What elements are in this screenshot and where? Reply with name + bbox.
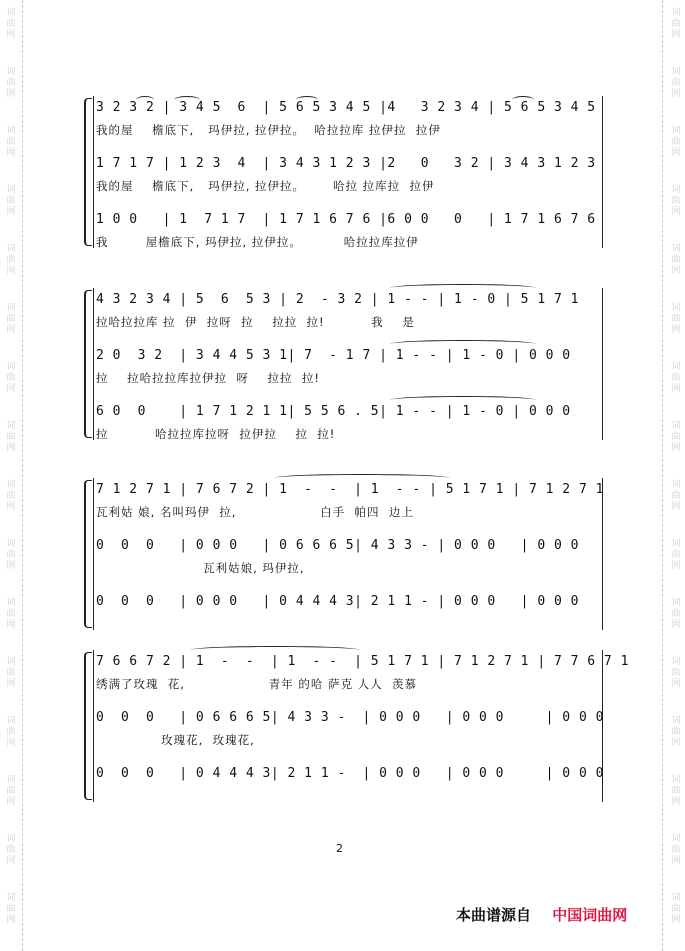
bass-notes: 0 0 0 | 0 4 4 4 3| 2 1 1 - | 0 0 0 | 0 0 0 | 0 0 0 [96, 766, 604, 781]
watermark-text: 词 曲 网 [671, 8, 681, 40]
bass-notes: 1 0 0 | 1 7 1 7 | 1 7 1 6 7 6 |6 0 0 0 | 1 7 1 6 7 6 [96, 212, 596, 227]
system-brace [84, 480, 92, 628]
watermark-text: 词 曲 网 [6, 657, 16, 689]
alto-notes: 0 0 0 | 0 6 6 6 5| 4 3 3 - | 0 0 0 | 0 0 0 | 0 0 0 [96, 710, 604, 725]
watermark-text: 词 曲 网 [671, 421, 681, 453]
watermark-text: 词 曲 网 [671, 362, 681, 394]
bass-notes: 6 0 0 | 1 7 1 2 1 1| 5 5 6 . 5| 1 - - | 1 - 0 | 0 0 0 [96, 404, 571, 419]
slur-mark [296, 96, 318, 104]
slur-mark [512, 96, 534, 104]
watermark-text: 词 曲 网 [671, 185, 681, 217]
end-barline [602, 96, 603, 248]
score-system-2 [84, 284, 603, 444]
score-system-1 [84, 92, 603, 252]
soprano-lyrics: 拉哈拉拉库 拉 伊 拉呀 拉 拉拉 拉! 我 是 [96, 315, 415, 329]
watermark-text: 词 曲 网 [6, 893, 16, 925]
watermark-text: 词 曲 网 [671, 598, 681, 630]
watermark-text: 词 曲 网 [6, 8, 16, 40]
watermark-text: 词 曲 网 [6, 421, 16, 453]
watermark-text: 词 曲 网 [671, 480, 681, 512]
watermark-text: 词 曲 网 [671, 244, 681, 276]
bass-lyrics: 我 屋檐底下, 玛伊拉, 拉伊拉。 哈拉拉库拉伊 [96, 235, 419, 249]
system-brace [84, 98, 92, 246]
alto-lyrics: 玫瑰花, 玫瑰花, [96, 733, 255, 747]
site-name[interactable]: 中国词曲网 [552, 906, 628, 924]
alto-lyrics: 瓦利姑娘, 玛伊拉, [96, 561, 305, 575]
tie-mark [390, 396, 536, 404]
system-barline [93, 96, 94, 248]
left-margin-watermark [0, 0, 23, 951]
system-brace [84, 652, 92, 800]
slur-mark [174, 96, 200, 104]
watermark-text: 词 曲 网 [6, 598, 16, 630]
watermark-text: 词 曲 网 [6, 480, 16, 512]
system-barline [93, 650, 94, 802]
bass-notes: 0 0 0 | 0 0 0 | 0 4 4 4 3| 2 1 1 - | 0 0 0 | 0 0 0 [96, 594, 579, 609]
watermark-text: 词 曲 网 [671, 126, 681, 158]
watermark-text: 词 曲 网 [6, 716, 16, 748]
watermark-text: 词 曲 网 [671, 893, 681, 925]
alto-notes: 0 0 0 | 0 0 0 | 0 6 6 6 5| 4 3 3 - | 0 0 0 | 0 0 0 [96, 538, 579, 553]
alto-notes: 1 7 1 7 | 1 2 3 4 | 3 4 3 1 2 3 |2 0 3 2 | 3 4 3 1 2 3 [96, 156, 596, 171]
soprano-lyrics: 我的屋 檐底下, 玛伊拉, 拉伊拉。 哈拉拉库 拉伊拉 拉伊 [96, 123, 441, 137]
watermark-text: 词 曲 网 [6, 775, 16, 807]
soprano-lyrics: 瓦利姑 娘, 名叫玛伊 拉, 白手 帕四 边上 [96, 505, 414, 519]
watermark-text: 词 曲 网 [6, 303, 16, 335]
watermark-text: 词 曲 网 [671, 67, 681, 99]
alto-lyrics: 我的屋 檐底下, 玛伊拉, 拉伊拉。 哈拉 拉库拉 拉伊 [96, 179, 435, 193]
watermark-text: 词 曲 网 [671, 539, 681, 571]
soprano-notes: 4 3 2 3 4 | 5 6 5 3 | 2 - 3 2 | 1 - - | 1 - 0 | 5 1 7 1 [96, 292, 579, 307]
system-barline [93, 288, 94, 440]
slur-mark [136, 96, 154, 104]
tie-mark [390, 340, 536, 348]
watermark-text: 词 曲 网 [6, 539, 16, 571]
alto-notes: 2 0 3 2 | 3 4 4 5 3 1| 7 - 1 7 | 1 - - | 1 - 0 | 0 0 0 [96, 348, 571, 363]
watermark-text: 词 曲 网 [6, 244, 16, 276]
source-label: 本曲谱源自 [456, 906, 532, 924]
tie-mark [390, 284, 536, 292]
watermark-text: 词 曲 网 [6, 67, 16, 99]
watermark-text: 词 曲 网 [6, 126, 16, 158]
system-barline [93, 478, 94, 630]
tie-mark [190, 646, 360, 654]
page-number: 2 [336, 842, 343, 855]
watermark-text: 词 曲 网 [671, 716, 681, 748]
watermark-text: 词 曲 网 [6, 362, 16, 394]
soprano-lyrics: 绣满了玫瑰 花, 青年 的哈 萨克 人人 羡慕 [96, 677, 418, 691]
soprano-notes: 7 6 6 7 2 | 1 - - | 1 - - | 5 1 7 1 | 7 1 2 7 1 | 7 7 6 7 1 [96, 654, 629, 669]
end-barline [602, 288, 603, 440]
right-margin-watermark [662, 0, 685, 951]
tie-mark [274, 474, 450, 482]
alto-lyrics: 拉 拉哈拉拉库拉伊拉 呀 拉拉 拉! [96, 371, 320, 385]
system-brace [84, 290, 92, 438]
score-system-4 [84, 646, 629, 806]
watermark-text: 词 曲 网 [6, 834, 16, 866]
bass-lyrics: 拉 哈拉拉库拉呀 拉伊拉 拉 拉! [96, 427, 336, 441]
end-barline [602, 478, 603, 630]
source-footer [456, 904, 627, 925]
watermark-text: 词 曲 网 [671, 834, 681, 866]
watermark-text: 词 曲 网 [671, 657, 681, 689]
watermark-text: 词 曲 网 [6, 185, 16, 217]
watermark-text: 词 曲 网 [671, 303, 681, 335]
score-system-3 [84, 474, 603, 634]
watermark-text: 词 曲 网 [671, 775, 681, 807]
soprano-notes: 7 1 2 7 1 | 7 6 7 2 | 1 - - | 1 - - | 5 1 7 1 | 7 1 2 7 1 [96, 482, 604, 497]
soprano-notes: 3 2 3 2 | 3 4 5 6 | 5 6 5 3 4 5 |4 3 2 3 4 | 5 6 5 3 4 5 [96, 100, 596, 115]
